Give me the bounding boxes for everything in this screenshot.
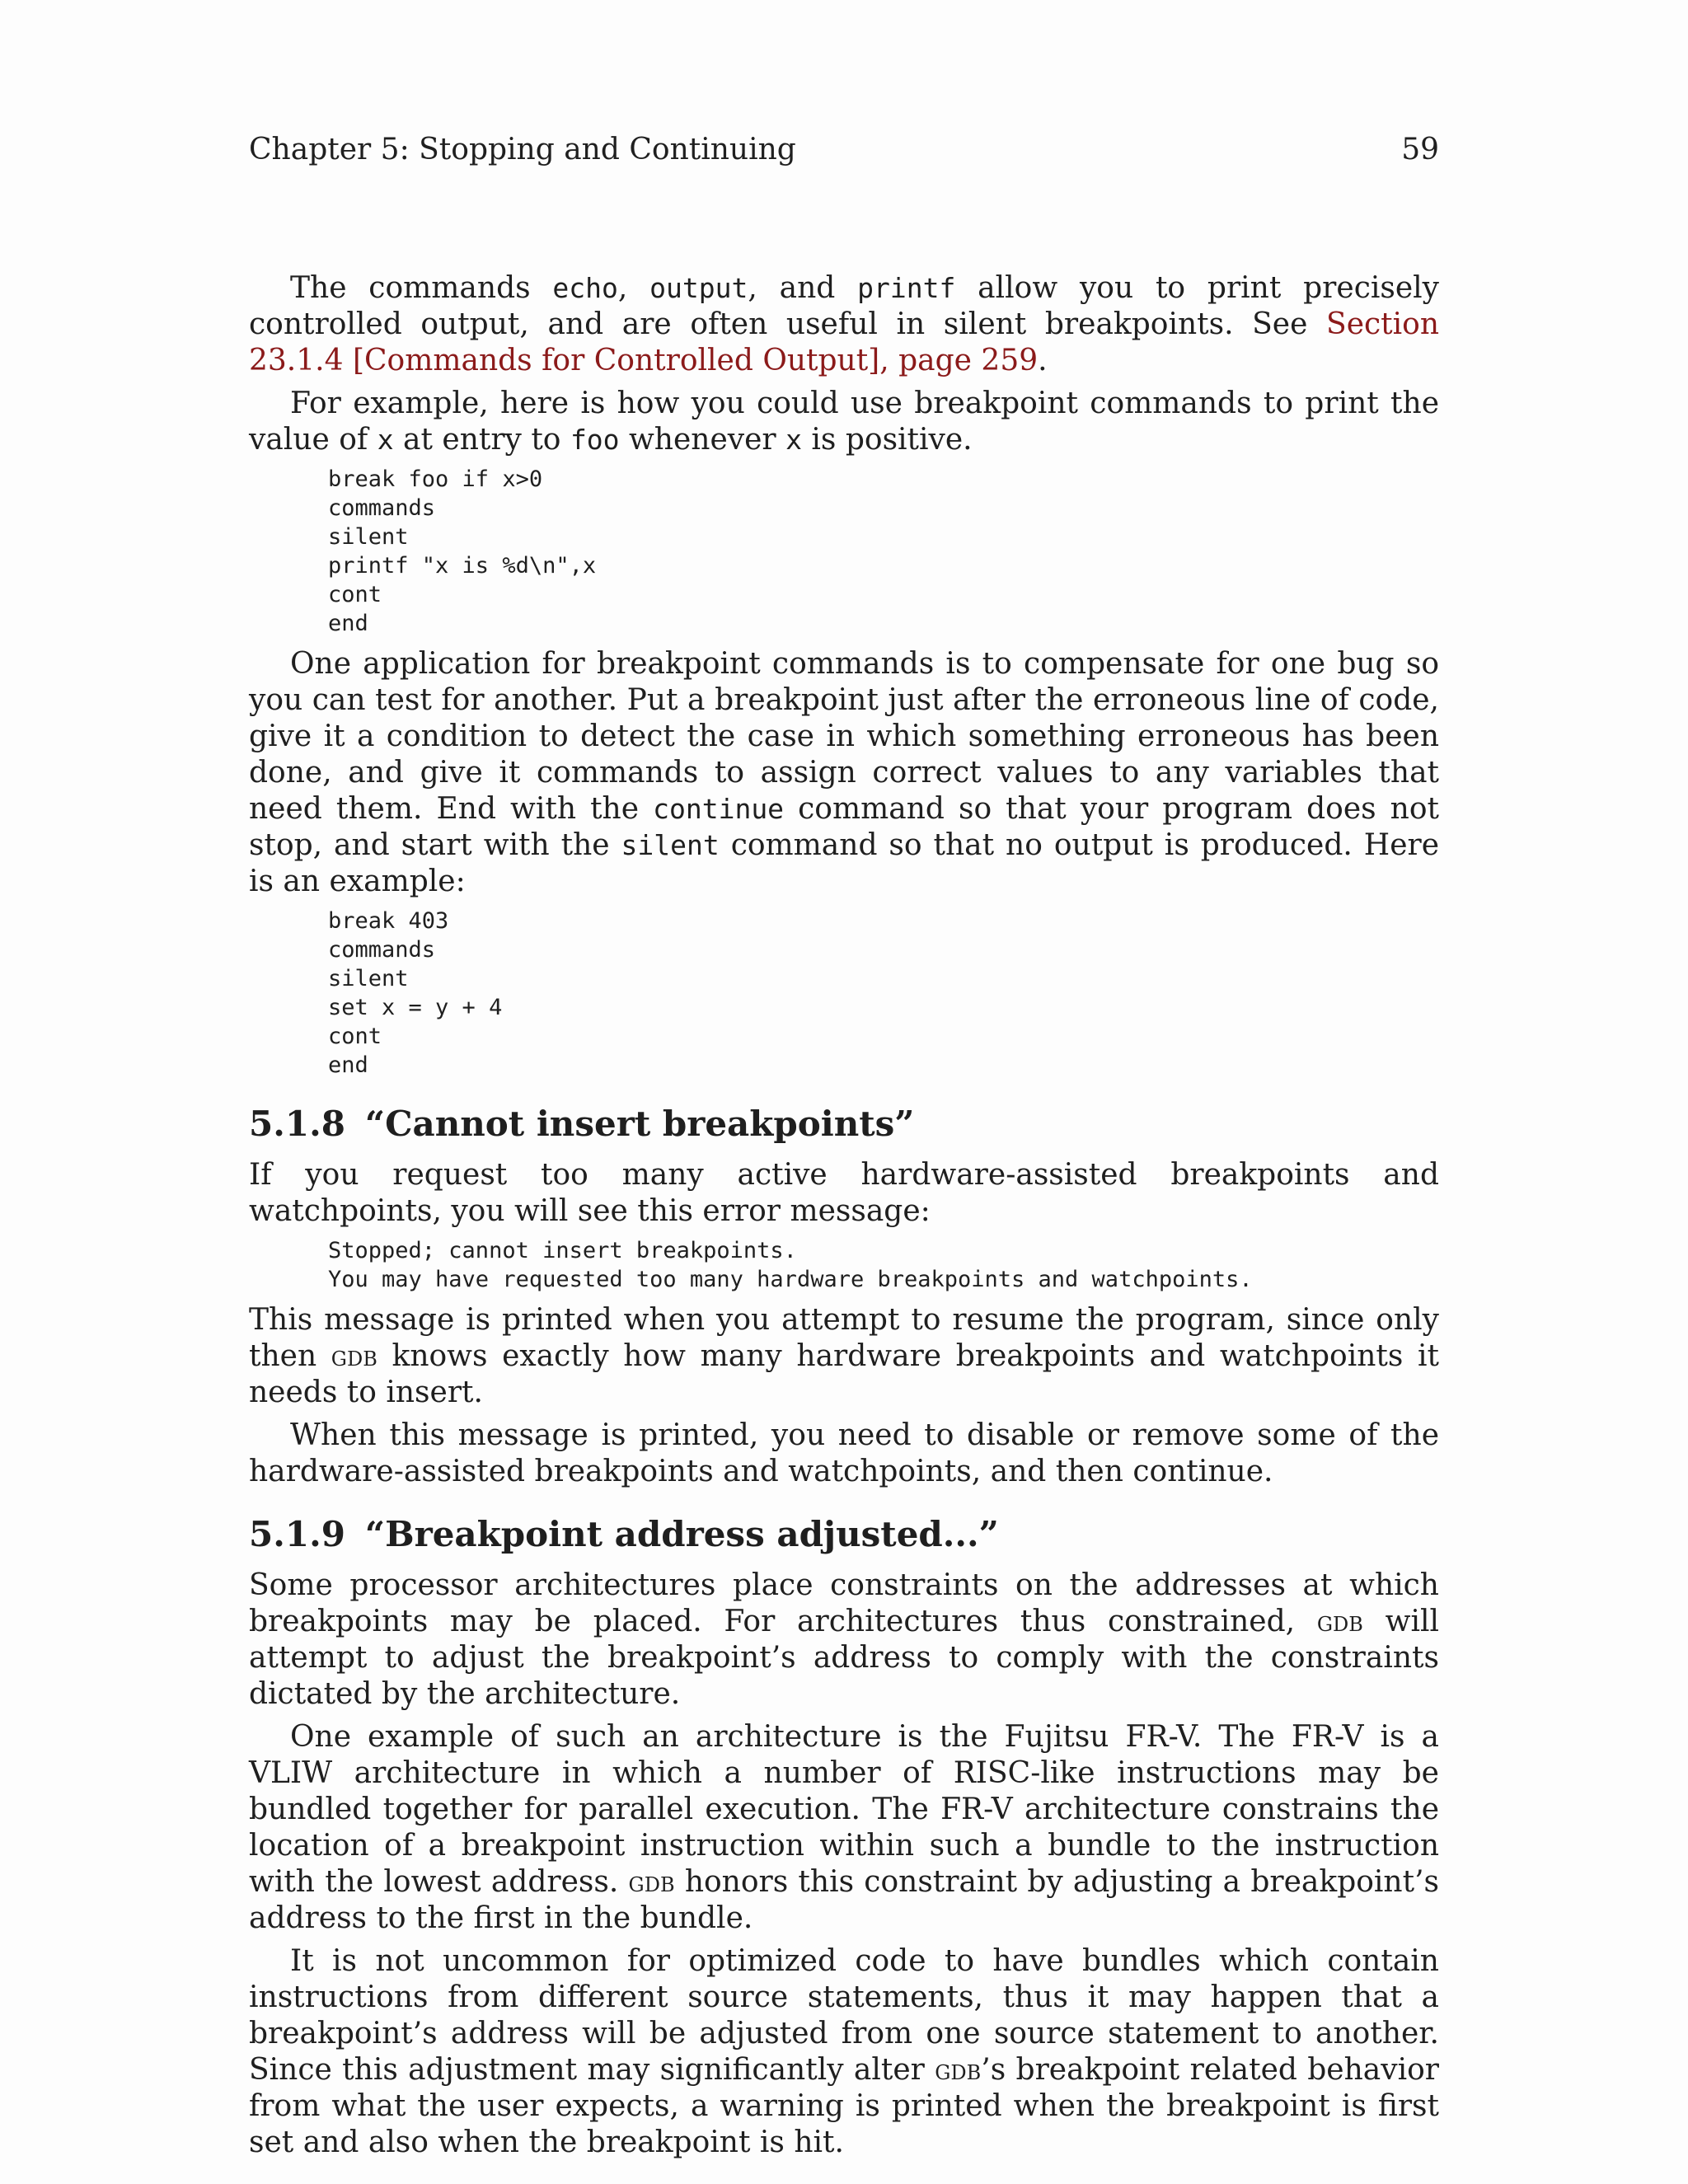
page-body bbox=[249, 270, 1439, 2168]
code-continue: continue bbox=[653, 793, 785, 825]
code-foo: foo bbox=[570, 424, 620, 456]
code-line: commands bbox=[328, 495, 436, 521]
text: command so that your program does not stop, and start with the bbox=[249, 792, 1439, 862]
section-number: 5.1.9 bbox=[249, 1514, 345, 1554]
code-line: commands bbox=[328, 937, 436, 963]
code-line: break foo if x>0 bbox=[328, 466, 543, 492]
section-title: “Breakpoint address adjusted...” bbox=[364, 1514, 999, 1554]
text: command so that no output is produced. Here is an example: bbox=[249, 828, 1440, 898]
code-line: You may have requested too many hardware breakpoints and watchpoints. bbox=[328, 1267, 1253, 1292]
text: is positive. bbox=[801, 423, 973, 457]
section-heading-5-1-8 bbox=[249, 1103, 1439, 1146]
gdb-name: gdb bbox=[628, 1866, 675, 1899]
text: It is not uncommon for optimized code to have bundles which contain instructions from different source statements, thus it may happen that a breakpoint’s address will be adjusted from one source statement to another. Since this adjustment may significantly alter bbox=[249, 1944, 1439, 2087]
text: ’s breakpoint related behavior from what the user expects, a warning is printed when the breakpoint is first set and also when the breakpoint is hit. bbox=[249, 2053, 1439, 2159]
code-line: end bbox=[328, 1052, 368, 1078]
code-line: end bbox=[328, 611, 368, 636]
code-line: cont bbox=[328, 1024, 382, 1049]
text: One example of such an architecture is the Fujitsu FR-V. The FR-V is a VLIW architecture in which a number of RISC-like instructions may be bundled together for parallel execution. The FR-V architecture constrains the location of a breakpoint instruction within such a bundle to the instruction with the lowest address. bbox=[249, 1720, 1439, 1899]
code-x: x bbox=[785, 424, 802, 456]
text: One application for breakpoint commands is to compensate for one bug so you can test for another. Put a breakpoint just after the erroneous line of code, give it a condition to detect the case in which something erroneous has been done, and give it commands to assign correct values to any variables that need them. End with the bbox=[249, 647, 1439, 826]
gdb-name: gdb bbox=[935, 2054, 982, 2087]
paragraph-compensate-bug bbox=[249, 646, 1439, 900]
text: , bbox=[617, 271, 650, 305]
code-x: x bbox=[377, 424, 394, 456]
text: at entry to bbox=[393, 423, 570, 457]
text: , and bbox=[748, 271, 858, 305]
paragraph-architectures bbox=[249, 1568, 1439, 1713]
text: . bbox=[1038, 344, 1048, 377]
code-line: printf "x is %d\n",x bbox=[328, 553, 597, 579]
paragraph-message-printed bbox=[249, 1302, 1439, 1411]
text: The commands bbox=[290, 271, 553, 305]
section-number: 5.1.8 bbox=[249, 1104, 345, 1144]
section-title: “Cannot insert breakpoints” bbox=[364, 1104, 915, 1144]
text: will attempt to adjust the breakpoint’s address to comply with the constraints dictated by the architecture. bbox=[249, 1605, 1439, 1711]
text: For example, here is how you could use breakpoint commands to print the value of bbox=[249, 387, 1439, 457]
text: This message is printed when you attempt to resume the program, since only then bbox=[249, 1303, 1439, 1373]
code-line: Stopped; cannot insert breakpoints. bbox=[328, 1238, 797, 1263]
paragraph-example-intro bbox=[249, 386, 1439, 458]
paragraph-frv-example bbox=[249, 1719, 1439, 1937]
page-number: 59 bbox=[1401, 133, 1439, 166]
text: allow you to print precisely controlled output, and are often useful in silent breakpoints. See bbox=[249, 271, 1440, 341]
text: Some processor architectures place constraints on the addresses at which breakpoints may be placed. For architectures thus constrained, bbox=[249, 1568, 1439, 1638]
code-printf: printf bbox=[857, 272, 956, 304]
code-line: cont bbox=[328, 582, 382, 607]
gdb-name: gdb bbox=[331, 1340, 377, 1373]
text: knows exactly how many hardware breakpoints and watchpoints it needs to insert. bbox=[249, 1339, 1439, 1409]
text: honors this constraint by adjusting a breakpoint’s address to the first in the bundle. bbox=[249, 1865, 1439, 1935]
code-line: break 403 bbox=[328, 908, 449, 934]
paragraph-disable-remove: When this message is printed, you need to disable or remove some of the hardware-assisted breakpoints and watchpoints, and then continue. bbox=[249, 1418, 1439, 1488]
code-line: set x = y + 4 bbox=[328, 995, 503, 1020]
code-block-printf-example bbox=[328, 465, 1439, 638]
paragraph-optimized-code bbox=[249, 1943, 1439, 2161]
code-silent: silent bbox=[621, 829, 720, 861]
code-line: silent bbox=[328, 524, 409, 550]
code-echo: echo bbox=[552, 272, 618, 304]
code-output: output bbox=[649, 272, 748, 304]
chapter-title: Chapter 5: Stopping and Continuing bbox=[249, 133, 796, 166]
paragraph-too-many: If you request too many active hardware-assisted breakpoints and watchpoints, you will see this error message: bbox=[249, 1158, 1439, 1228]
cross-reference-link[interactable]: Section 23.1.4 [Commands for Controlled Output], page 259 bbox=[249, 307, 1439, 377]
gdb-name: gdb bbox=[1316, 1605, 1363, 1638]
text: whenever bbox=[619, 423, 786, 457]
code-line: silent bbox=[328, 966, 409, 991]
code-block-set-example bbox=[328, 907, 1439, 1080]
paragraph-print-commands bbox=[249, 270, 1439, 379]
code-block-error-message bbox=[328, 1236, 1439, 1294]
section-heading-5-1-9 bbox=[249, 1513, 1439, 1556]
